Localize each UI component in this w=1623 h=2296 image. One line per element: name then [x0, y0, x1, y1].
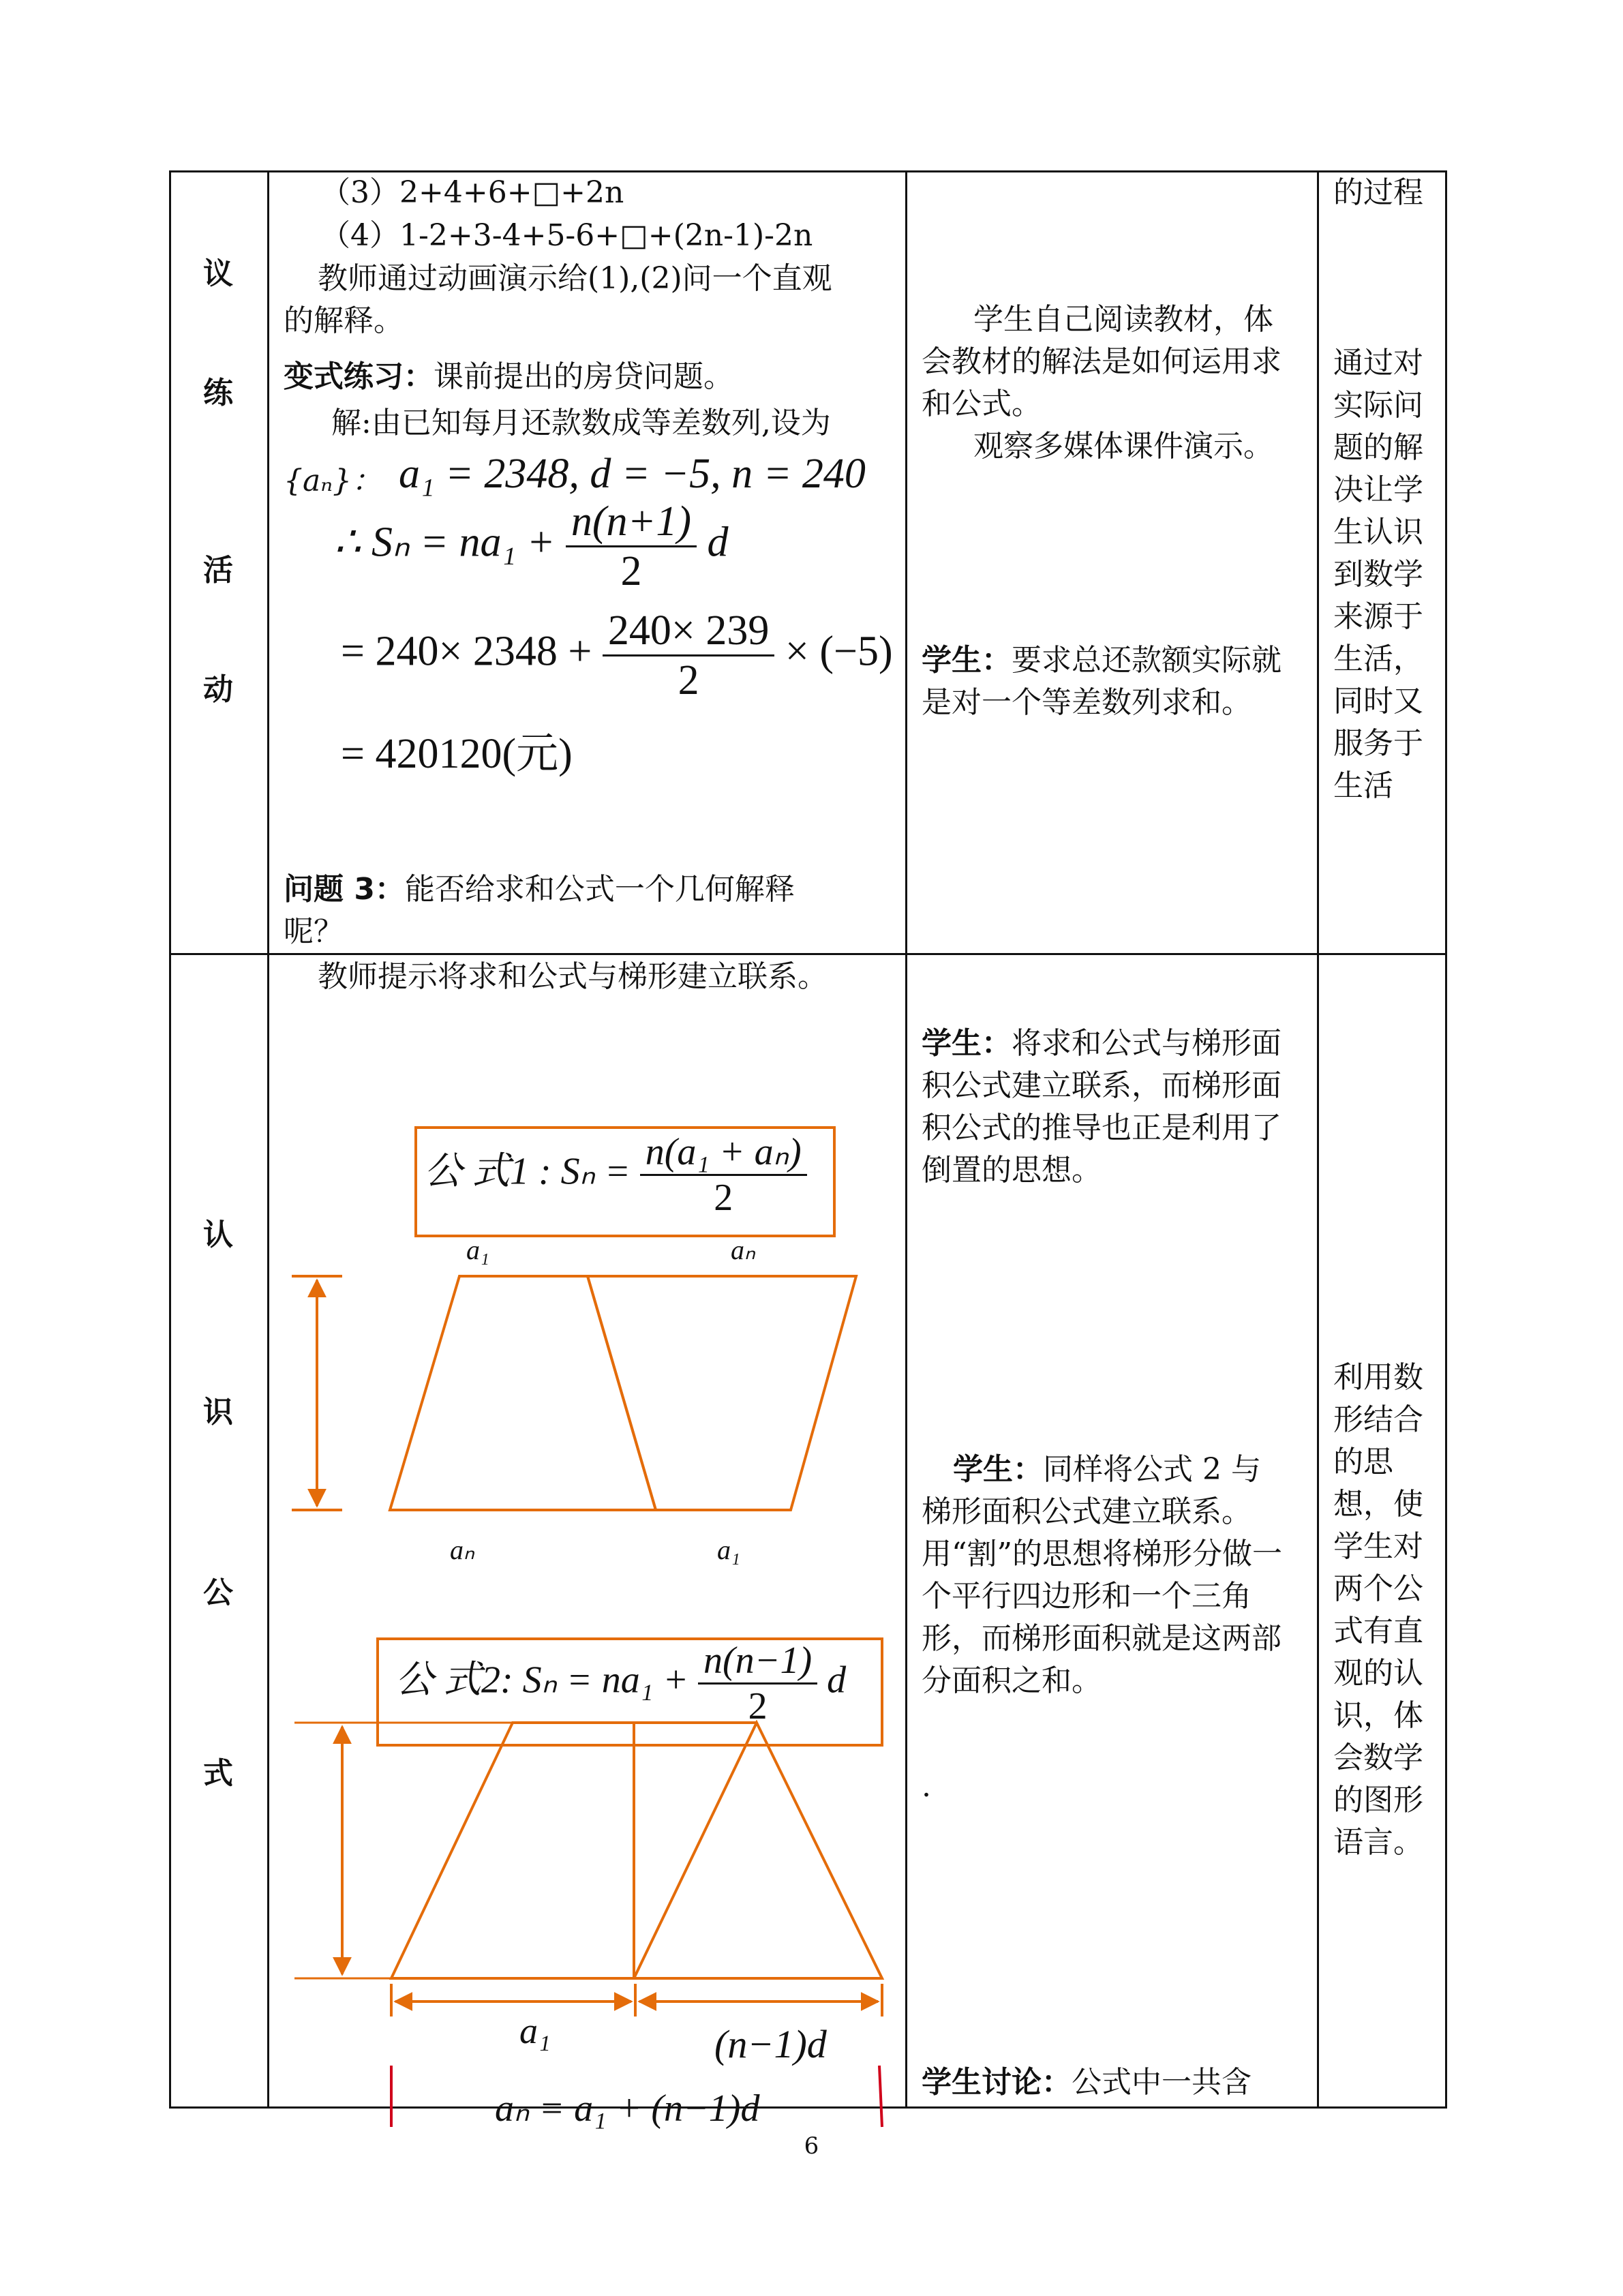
- student-read-text: 学生自己阅读教材，体会教材的解法是如何运用求和公式。: [922, 302, 1281, 421]
- fig1-left-trapezoid: [390, 1276, 656, 1510]
- formula-2-denominator: 2: [748, 1685, 768, 1727]
- variant-text: 课前提出的房贷问题。: [434, 359, 733, 394]
- calc-suffix: × (−5): [785, 628, 893, 675]
- student-note-1: [922, 1023, 1290, 1192]
- variant-label: 变式练习：: [284, 359, 434, 394]
- fig1-label: aₙ: [450, 1535, 474, 1565]
- formula-1-label: 公 式1 : Sₙ =: [424, 1150, 631, 1193]
- question-3-label: 问题 3：: [284, 872, 405, 907]
- given-values: a₁ = 2348, d = −5, n = 240: [399, 451, 866, 497]
- calc-numerator: 240× 239: [603, 607, 774, 656]
- sum-formula-suffix: d: [707, 519, 729, 566]
- section-char: 练: [203, 376, 233, 410]
- student-note-2: [922, 1449, 1290, 1702]
- fig1-label: aₙ: [731, 1235, 755, 1265]
- fig2-label: a₁: [519, 2010, 551, 2051]
- question-3-text-2: 呢？: [284, 914, 344, 949]
- fig2-label: (n−1)d: [714, 2022, 827, 2066]
- figure-1: [292, 1276, 856, 1510]
- calc-denominator: 2: [678, 657, 699, 704]
- observe-demo-text: 观察多媒体课件演示。: [973, 429, 1273, 464]
- student-label: 学生：: [922, 643, 1012, 678]
- formula-2-label: 公 式2: Sₙ = na₁ +: [395, 1659, 689, 1702]
- dot-mark: .: [922, 1769, 931, 1804]
- fig1-right-trapezoid: [588, 1276, 856, 1510]
- formula-1-numerator: n(a₁ + aₙ): [640, 1130, 807, 1176]
- section-char: 活: [203, 553, 233, 588]
- sum-formula-prefix: ∴ Sₙ = na₁ +: [334, 519, 556, 566]
- solution-text: 解:由已知每月还款数成等差数列,设为: [331, 406, 831, 440]
- student-note-2-text: 同样将公式 2 与梯形面积公式建立联系。用“割”的思想将梯形分做一个平行四边形和一个三角形，而梯形面积就是这两部分面积之和。: [922, 1452, 1282, 1698]
- figure-2: [294, 1723, 882, 2127]
- section-char: 公: [203, 1575, 233, 1610]
- student-label: 学生：: [922, 1026, 1012, 1061]
- student-answer-text: 要求总还款额实际就是对一个等差数列求和。: [922, 643, 1281, 720]
- fig2-triangle: [634, 1723, 882, 1978]
- formula-1-denominator: 2: [714, 1177, 733, 1219]
- question-3-text: 能否给求和公式一个几何解释: [404, 872, 795, 907]
- purpose-text-2: 利用数形结合的思想，使学生对两个公式有直观的认识，体会数学的图形语言。: [1333, 1360, 1423, 1860]
- fig1-label: a₁: [717, 1535, 740, 1565]
- calc-prefix: = 240× 2348 +: [341, 628, 592, 675]
- sequence-label: {aₙ}：: [284, 464, 382, 498]
- teacher-demo-text-2: 的解释。: [284, 303, 404, 338]
- section-char: 动: [203, 672, 233, 707]
- formula-2-suffix: d: [827, 1659, 847, 1702]
- sum-formula-denominator: 2: [620, 548, 642, 594]
- purpose-top: 的过程: [1333, 175, 1423, 210]
- fig2-formula: aₙ = a₁ + (n−1)d: [495, 2087, 760, 2130]
- fig2-red-mark-right: [879, 2066, 882, 2127]
- page-number: 6: [804, 2132, 819, 2160]
- purpose-text: 通过对实际问题的解决让学生认识到数学来源于生活，同时又服务于生活: [1333, 346, 1423, 803]
- student-discussion: [922, 2061, 1252, 2104]
- fig1-label: a₁: [466, 1235, 489, 1265]
- fig2-parallelogram: [391, 1723, 634, 1978]
- formula-2-numerator: n(n−1): [698, 1639, 817, 1685]
- student-label: 学生：: [953, 1452, 1043, 1487]
- teacher-demo-text: 教师通过动画演示给(1),(2)问一个直观: [318, 261, 832, 296]
- student-discussion-text: 公式中一共含: [1072, 2065, 1252, 2100]
- student-discussion-label: 学生讨论：: [922, 2065, 1072, 2100]
- teacher-hint: 教师提示将求和公式与梯形建立联系。: [318, 959, 828, 994]
- exercise-line-4: （4）1-2+3-4+5-6+□+(2n-1)-2n: [320, 218, 813, 253]
- section-char: 识: [203, 1395, 233, 1430]
- student-note-1-text: 将求和公式与梯形面积公式建立联系，而梯形面积公式的推导也正是利用了倒置的思想。: [922, 1026, 1281, 1188]
- sum-formula-numerator: n(n+1): [566, 498, 697, 547]
- exercise-line-3: （3）2+4+6+□+2n: [320, 175, 624, 210]
- section-char: 认: [203, 1218, 233, 1252]
- calc-result: = 420120(元): [341, 731, 573, 777]
- section-char: 式: [203, 1756, 233, 1791]
- section-char: 议: [203, 256, 233, 291]
